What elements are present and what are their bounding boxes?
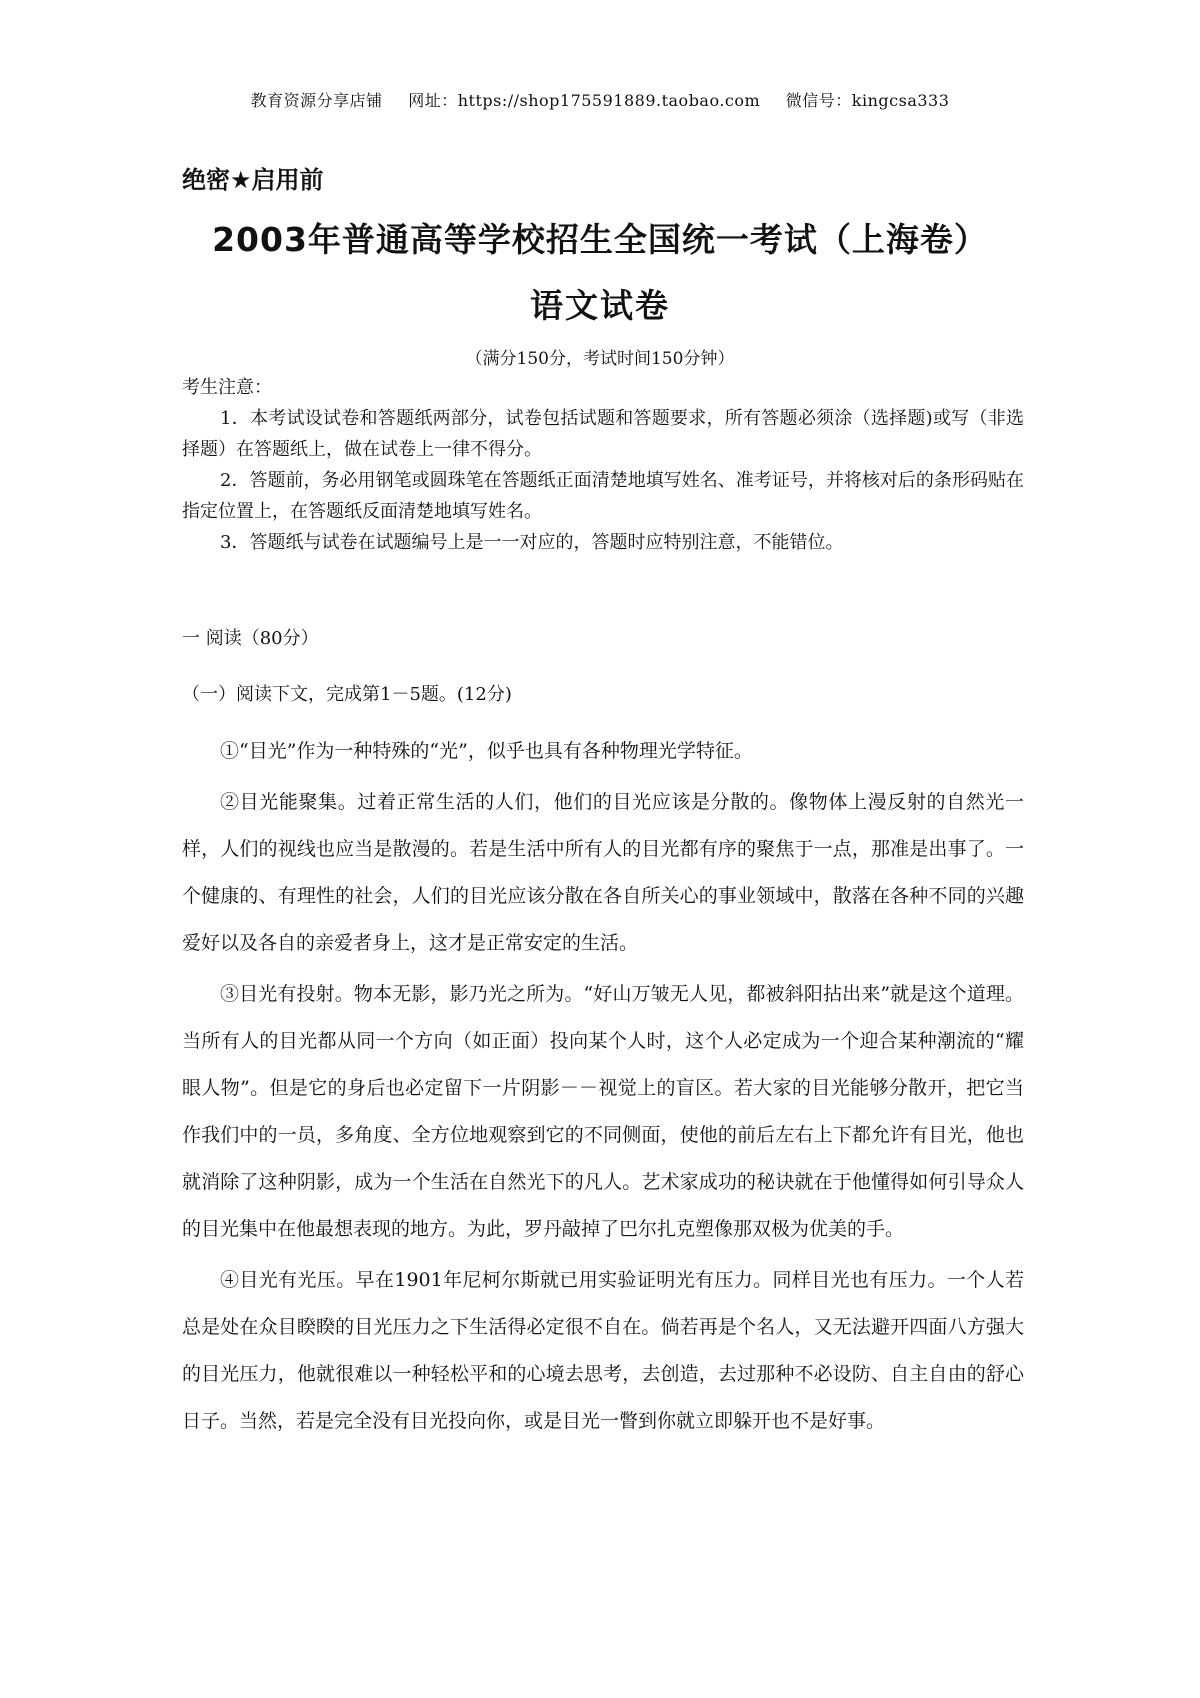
notice-item: 2．答题前，务必用钢笔或圆珠笔在答题纸正面清楚地填写姓名、准考证号，并将核对后的条形码贴在指定位置上，在答题纸反面清楚地填写姓名。 — [182, 470, 1024, 522]
exam-title: 2003年普通高等学校招生全国统一考试（上海卷） — [212, 220, 988, 259]
header-url: 网址：https://shop175591889.taobao.com — [408, 91, 761, 110]
notice-item: 3．答题纸与试卷在试题编号上是一一对应的，答题时应特别注意，不能错位。 — [220, 532, 844, 553]
passage-paragraph: ③目光有投射。物本无影，影乃光之所为。“好山万皱无人见，都被斜阳拈出来”就是这个道理。当所有人的目光都从同一个方向（如正面）投向某个人时，这个人必定成为一个迎合某种潮流的“耀眼人物”。但是它的身后也必定留下一片阴影－－视觉上的盲区。若大家的目光能够分散开，把它当作我们中的一员，多角度、全方位地观察到它的不同侧面，使他的前后左右上下都允许有目光，他也就消除了这种阴影，成为一个生活在自然光下的凡人。艺术家成功的秘诀就在于他懂得如何引导众人的目光集中在他最想表现的地方。为此，罗丹敲掉了巴尔扎克塑像那双极为优美的手。 — [182, 983, 1024, 1240]
passage-paragraph: ②目光能聚集。过着正常生活的人们，他们的目光应该是分散的。像物体上漫反射的自然光一样，人们的视线也应当是散漫的。若是生活中所有人的目光都有序的聚焦于一点，那准是出事了。一个健康的、有理性的社会，人们的目光应该分散在各自所关心的事业领域中，散落在各种不同的兴趣爱好以及各自的亲爱者身上，这才是正常安定的生活。 — [182, 791, 1024, 954]
confidential-mark: 绝密★启用前 — [182, 166, 324, 194]
exam-meta: （满分150分，考试时间150分钟） — [465, 349, 735, 369]
section-subheading: （一）阅读下文，完成第1－5题。(12分) — [182, 684, 512, 705]
passage-paragraph: ①“目光”作为一种特殊的“光”，似乎也具有各种物理光学特征。 — [220, 740, 753, 762]
notice-title: 考生注意： — [182, 377, 272, 398]
reading-passage — [182, 728, 1024, 1449]
page-header — [0, 88, 1200, 111]
exam-subtitle: 语文试卷 — [530, 286, 670, 325]
notice-item: 1．本考试设试卷和答题纸两部分，试卷包括试题和答题要求，所有答题必须涂（选择题)或写（非选择题）在答题纸上，做在试卷上一律不得分。 — [182, 408, 1024, 460]
header-wechat: 微信号：kingcsa333 — [785, 91, 950, 110]
header-shop: 教育资源分享店铺 — [250, 91, 383, 110]
section-heading: 一 阅读（80分） — [182, 628, 319, 649]
candidate-notice — [182, 372, 1024, 558]
passage-paragraph: ④目光有光压。早在1901年尼柯尔斯就已用实验证明光有压力。同样目光也有压力。一个人若总是处在众目睽睽的目光压力之下生活得必定很不自在。倘若再是个名人，又无法避开四面八方强大的目光压力，他就很难以一种轻松平和的心境去思考，去创造，去过那种不必设防、自主自由的舒心日子。当然，若是完全没有目光投向你，或是目光一瞥到你就立即躲开也不是好事。 — [182, 1269, 1024, 1432]
